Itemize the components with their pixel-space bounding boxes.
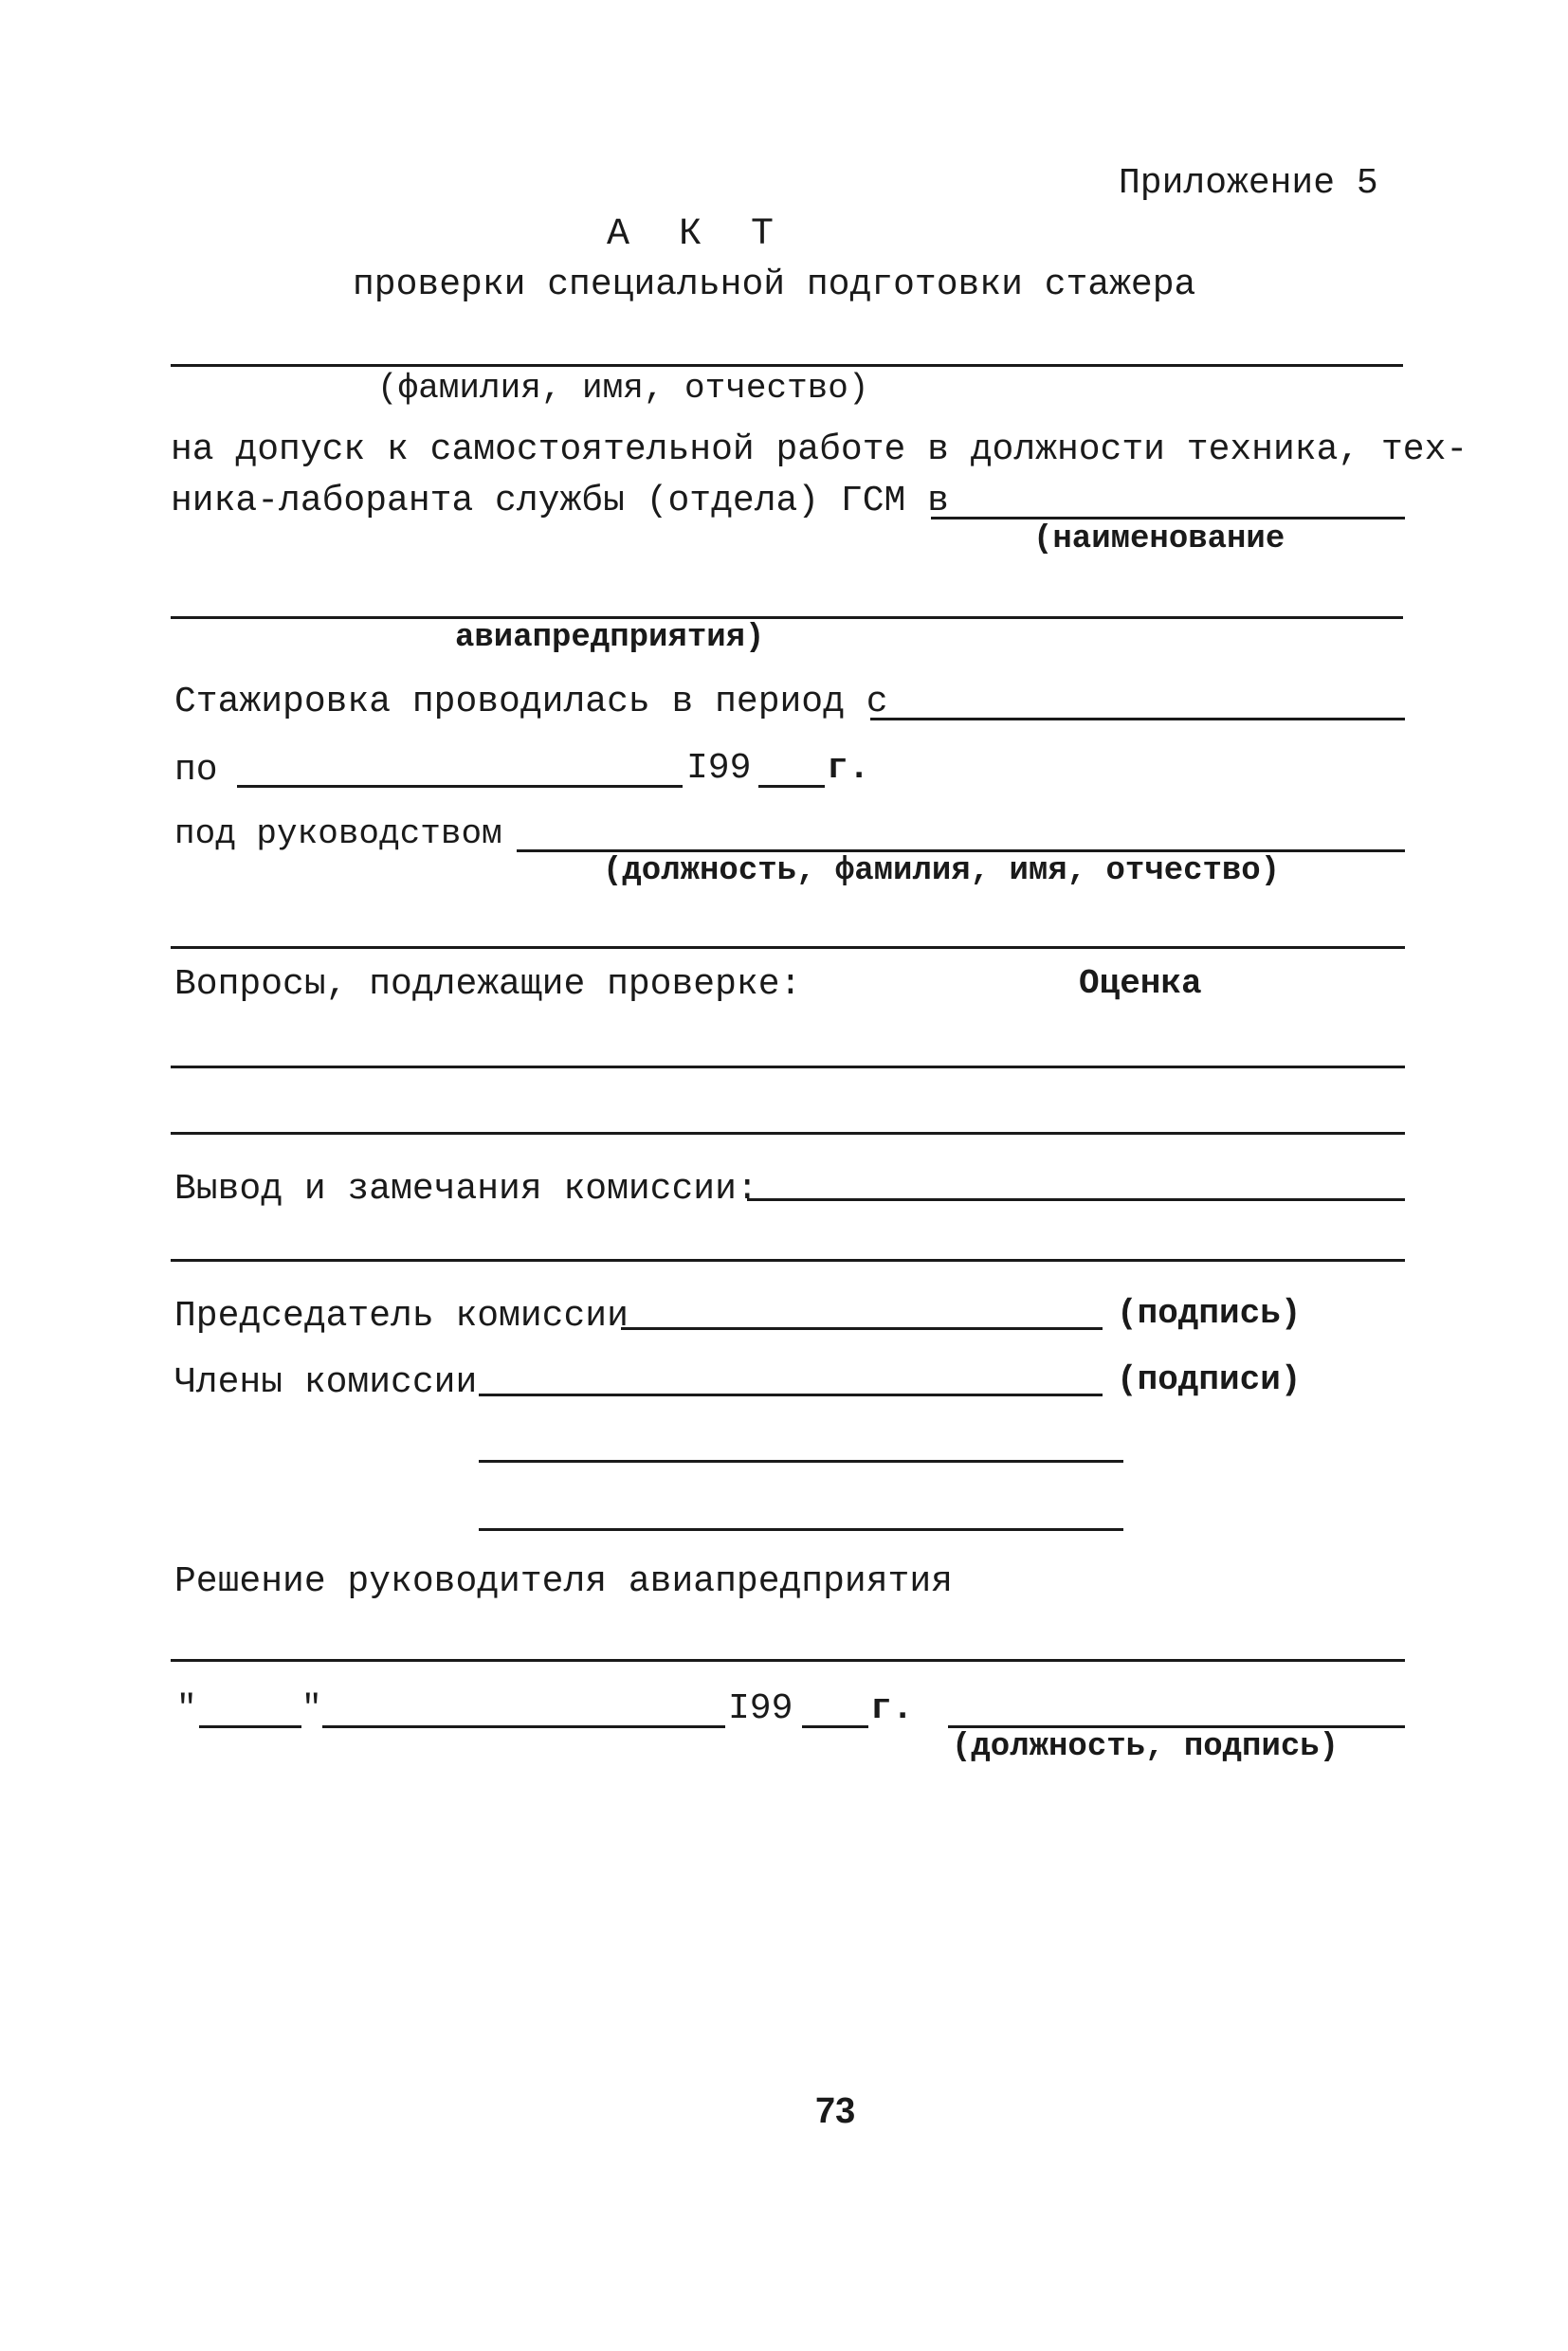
date-year-line <box>802 1725 868 1728</box>
enterprise-caption: авиапредприятия) <box>455 620 765 656</box>
conclusion-label: Вывод и замечания комиссии: <box>174 1169 758 1210</box>
decision-line <box>171 1659 1405 1662</box>
po-label: по <box>174 750 218 791</box>
supervisor-line <box>517 849 1405 852</box>
admission-text-line1: на допуск к самостоятельной работе в должности техника, тех- <box>171 429 1468 470</box>
fio-caption: (фамилия, имя, отчество) <box>377 369 869 408</box>
document-title: А К Т <box>607 213 788 256</box>
fio-line <box>171 364 1403 367</box>
members-label: Члены комиссии <box>174 1362 478 1403</box>
period-label: Стажировка проводилась в период с <box>174 682 888 722</box>
member-signature-line-1 <box>479 1394 1103 1396</box>
member-signature-line-3 <box>479 1528 1123 1531</box>
questions-line-2 <box>171 1132 1405 1135</box>
date-year: I99 <box>728 1688 793 1729</box>
questions-label: Вопросы, подлежащие проверке: <box>174 964 802 1005</box>
position-caption: (должность, подпись) <box>952 1729 1340 1765</box>
supervision-label: под руководством <box>174 814 502 853</box>
appendix-label: Приложение 5 <box>1119 163 1378 204</box>
supervisor-caption: (должность, фамилия, имя, отчество) <box>603 853 1281 889</box>
grade-label: Оценка <box>1079 964 1202 1003</box>
page-number: 73 <box>815 2091 856 2131</box>
period-year-suffix: г. <box>827 748 870 789</box>
chairman-signature-caption: (подпись) <box>1117 1294 1302 1333</box>
date-day-line <box>199 1725 301 1728</box>
date-quote-close: " <box>301 1689 322 1728</box>
member-signature-line-2 <box>479 1460 1123 1463</box>
chairman-signature-line <box>621 1327 1103 1330</box>
members-signature-caption: (подписи) <box>1117 1360 1302 1399</box>
date-month-line <box>322 1725 725 1728</box>
period-year: I99 <box>686 748 752 789</box>
period-to-line <box>237 785 683 788</box>
decision-label: Решение руководителя авиапредприятия <box>174 1561 953 1602</box>
separator-line-1 <box>171 946 1405 949</box>
position-signature-line <box>948 1725 1405 1728</box>
date-year-suffix: г. <box>870 1688 914 1729</box>
enterprise-line-2 <box>171 616 1403 619</box>
conclusion-line-1 <box>747 1198 1405 1201</box>
chairman-label: Председатель комиссии <box>174 1296 629 1337</box>
date-quote-open: " <box>176 1689 197 1728</box>
conclusion-line-2 <box>171 1259 1405 1262</box>
questions-line-1 <box>171 1066 1405 1068</box>
period-year-line <box>758 785 825 788</box>
enterprise-name-line <box>931 517 1405 519</box>
name-caption: (наименование <box>1033 521 1285 557</box>
document-subtitle: проверки специальной подготовки стажера <box>353 264 1196 305</box>
admission-text-line2: ника-лаборанта службы (отдела) ГСМ в <box>171 481 949 521</box>
period-from-line <box>870 718 1405 720</box>
